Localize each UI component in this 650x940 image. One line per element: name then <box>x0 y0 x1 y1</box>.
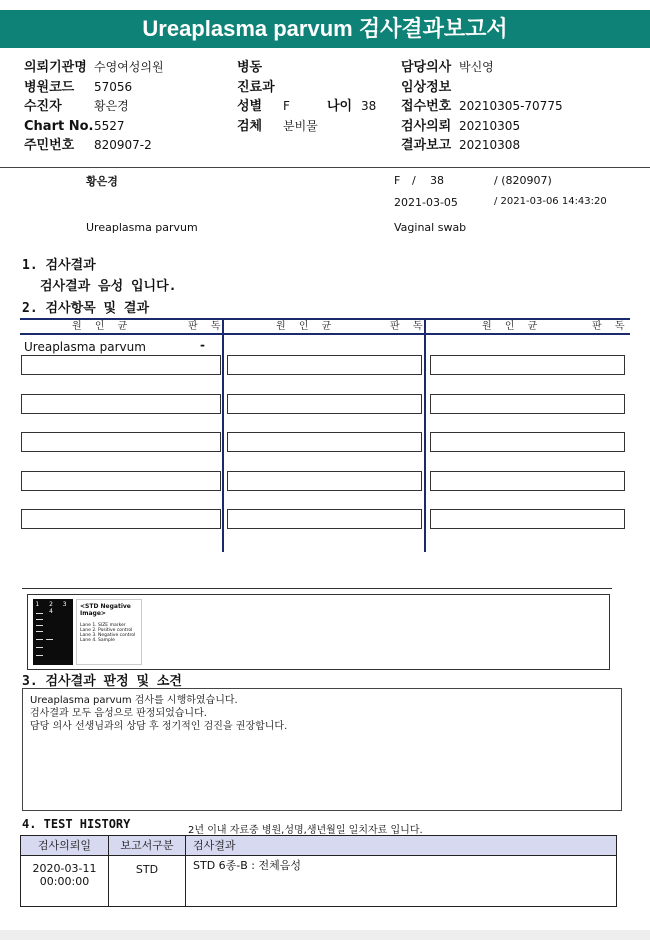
result-box <box>227 355 422 375</box>
opinion-line: 검사결과 모두 음성으로 판정되었습니다. <box>30 708 207 719</box>
item-organism-result: - <box>200 338 205 352</box>
opinion-line: Ureaplasma parvum 검사를 시행하였습니다. <box>30 695 238 706</box>
patient-age: 38 <box>430 174 444 187</box>
chart-no-value: 5527 <box>94 118 125 133</box>
result-box <box>21 471 221 491</box>
gel-legend-item: Lane 2. Positive control <box>80 628 133 633</box>
receipt-no-row <box>401 95 563 115</box>
chart-no-label: Chart No. <box>24 118 94 134</box>
hospital-value: 수영여성의원 <box>94 60 164 74</box>
age-value: 38 <box>361 99 377 113</box>
sex-label: 성별 <box>237 99 263 114</box>
item-organism-name: Ureaplasma parvum <box>24 340 146 354</box>
result-box <box>430 432 625 452</box>
result-box <box>227 471 422 491</box>
result-box <box>430 355 625 375</box>
gel-legend-item: Lane 1. SIZE marker <box>80 623 126 628</box>
gel-band <box>36 655 43 656</box>
doctor-row <box>401 56 563 76</box>
patient-sex: F <box>394 174 401 187</box>
department-label: 진료과 <box>237 79 275 95</box>
result-box <box>227 394 422 414</box>
gel-legend <box>76 599 142 665</box>
result-box <box>227 432 422 452</box>
doctor-label: 담당의사 <box>401 60 452 75</box>
footer-strip <box>0 930 650 940</box>
result-box <box>430 394 625 414</box>
clinical-info-row <box>401 76 563 96</box>
receipt-no-label: 접수번호 <box>401 99 452 114</box>
separator-line <box>22 588 612 589</box>
report-datetime: / 2021-03-06 14:43:20 <box>494 196 607 207</box>
receipt-no-value: 20210305-70775 <box>459 99 563 113</box>
section4-title: 4. TEST HISTORY <box>22 817 131 831</box>
history-time: 00:00:00 <box>39 875 90 888</box>
gel-band <box>36 613 43 614</box>
history-note: 2년 이내 자료중 병원,성명,생년월일 일치자료 입니다. <box>188 825 423 836</box>
patient-label: 수진자 <box>24 99 62 114</box>
section2-title: 2. 검사항목 및 결과 <box>22 301 150 316</box>
resident-no-row <box>24 134 164 154</box>
gel-band <box>36 625 43 626</box>
patient-value: 황은경 <box>94 99 129 113</box>
history-cell-date <box>21 856 109 907</box>
patient-name: 황은경 <box>86 175 118 188</box>
report-date-label: 결과보고 <box>401 138 452 153</box>
result-box <box>227 509 422 529</box>
result-box <box>430 471 625 491</box>
chart-no-row <box>24 115 164 135</box>
patient-birth: / (820907) <box>494 174 552 187</box>
result-box <box>21 509 221 529</box>
clinical-info-label: 임상정보 <box>401 79 452 95</box>
resident-no-label: 주민번호 <box>24 138 75 153</box>
history-header-date: 검사의뢰일 <box>21 836 109 856</box>
hospital-row <box>24 56 164 76</box>
section3-title: 3. 검사결과 판정 및 소견 <box>22 674 182 689</box>
items-grid <box>20 318 630 552</box>
result-box <box>21 432 221 452</box>
gel-band <box>36 619 43 620</box>
report-title: Ureaplasma parvum 검사결과보고서 <box>0 10 650 48</box>
grid-divider-2 <box>424 318 426 552</box>
col1-header-result: 판 독 <box>188 321 226 332</box>
sex-age-row <box>237 95 376 115</box>
gel-image-frame <box>27 594 610 670</box>
age-label: 나이 <box>327 99 353 114</box>
section1-result: 검사결과 음성 입니다. <box>40 279 177 294</box>
section1-title: 1. 검사결과 <box>22 258 96 273</box>
history-result: STD 6종-B : 전체음성 <box>193 859 302 872</box>
gel-legend-item: Lane 4. Sample <box>80 638 115 643</box>
opinion-line: 담당 의사 선생님과의 상담 후 정기적인 검진을 권장합니다. <box>30 721 288 732</box>
info-header <box>0 56 650 168</box>
result-box <box>21 355 221 375</box>
doctor-value: 박신영 <box>459 60 494 74</box>
patient-sep: / <box>412 174 416 187</box>
history-type: STD <box>109 856 186 907</box>
history-header-type: 보고서구분 <box>109 836 186 856</box>
col3-header-organism: 원 인 균 <box>482 321 543 332</box>
gel-lane-numbers: 1 2 3 4 <box>35 601 71 615</box>
report-date-row <box>401 134 563 154</box>
patient-row <box>24 95 164 115</box>
gel-band <box>36 639 43 640</box>
gel-legend-title: <STD Negative Image> <box>80 603 131 617</box>
specimen-label: 검체 <box>237 118 263 134</box>
specimen-value: 분비물 <box>283 118 318 133</box>
resident-no-value: 820907-2 <box>94 138 152 152</box>
sample-type: Vaginal swab <box>394 221 467 234</box>
hospital-code-row <box>24 76 164 96</box>
specimen-row <box>237 115 376 135</box>
hospital-code-value: 57056 <box>94 79 133 94</box>
history-table <box>20 835 617 907</box>
grid-divider-1 <box>222 318 224 552</box>
result-box <box>430 509 625 529</box>
ward-row <box>237 56 376 76</box>
department-row <box>237 76 376 96</box>
gel-band <box>36 631 43 632</box>
col1-header-organism: 원 인 균 <box>72 321 133 332</box>
history-date: 2020-03-11 <box>32 862 97 875</box>
request-date-row <box>401 115 563 135</box>
col3-header-result: 판 독 <box>592 321 630 332</box>
sex-value: F <box>283 99 290 113</box>
history-header-result: 검사결과 <box>186 836 616 856</box>
gel-band <box>46 639 53 640</box>
request-date-value: 20210305 <box>459 118 521 133</box>
test-name: Ureaplasma parvum <box>86 221 198 234</box>
opinion-box <box>22 688 622 811</box>
result-box <box>21 394 221 414</box>
gel-band <box>36 647 43 648</box>
collect-date: 2021-03-05 <box>394 196 458 209</box>
request-date-label: 검사의뢰 <box>401 118 452 134</box>
report-date-value: 20210308 <box>459 138 521 152</box>
col2-header-result: 판 독 <box>390 321 428 332</box>
ward-label: 병동 <box>237 60 263 75</box>
col2-header-organism: 원 인 균 <box>276 321 337 332</box>
gel-legend-item: Lane 3. Negative control <box>80 633 136 638</box>
hospital-label: 의뢰기관명 <box>24 60 87 75</box>
hospital-code-label: 병원코드 <box>24 79 75 95</box>
gel-image <box>33 599 73 665</box>
